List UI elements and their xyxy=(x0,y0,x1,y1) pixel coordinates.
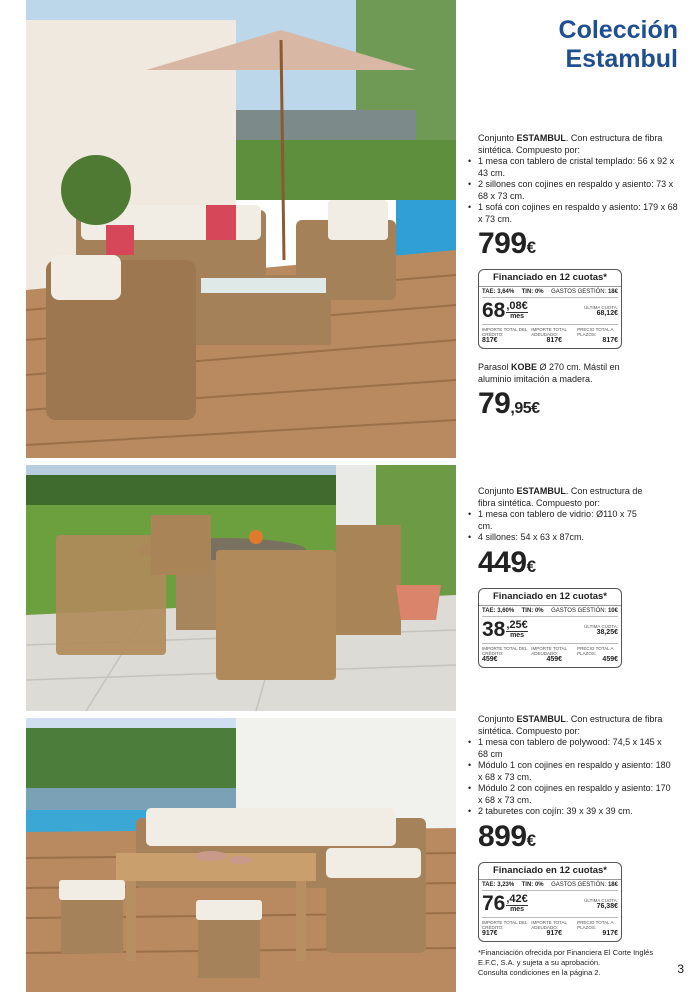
financing-monthly xyxy=(482,891,618,917)
price-decimal: ,95€ xyxy=(510,400,540,417)
list-item: • 4 sillones: 54 x 63 x 87cm. xyxy=(478,532,650,544)
last-installment-label: ÚLTIMA CUOTA: xyxy=(584,897,618,903)
last-installment-value: 68,12€ xyxy=(596,310,618,317)
total-credit-value: 917€ xyxy=(482,929,498,937)
total-credit-label: IMPORTE TOTAL DEL CRÉDITO: xyxy=(482,919,528,930)
title-line-2: Estambul xyxy=(565,45,678,73)
component-list xyxy=(478,737,674,818)
list-item: • Módulo 2 con cojines en respaldo y asiento: 170 x 68 x 73 cm. xyxy=(478,783,674,806)
financing-footnote xyxy=(478,948,658,978)
price-currency: € xyxy=(526,556,536,576)
total-price-value: 459€ xyxy=(602,655,618,663)
list-item: • 2 taburetes con cojín: 39 x 39 x 39 cm. xyxy=(478,806,674,818)
gastos-label: GASTOS GESTIÓN: xyxy=(551,881,607,888)
tae: TAE: 3,60% xyxy=(482,607,515,614)
monthly-decimal: ,08€ xyxy=(506,300,528,312)
financing-totals xyxy=(482,324,618,345)
financing-monthly xyxy=(482,617,618,643)
price-integer: 799 xyxy=(478,227,527,260)
gastos xyxy=(551,608,618,615)
desc-prefix: Conjunto xyxy=(478,714,517,724)
price xyxy=(478,546,650,584)
last-installment-value: 76,38€ xyxy=(596,902,618,910)
financing-rates xyxy=(482,287,618,298)
total-price-label: PRECIO TOTAL A PLAZOS: xyxy=(577,327,614,337)
last-installment-label: ÚLTIMA CUOTA: xyxy=(584,623,618,629)
financing-totals xyxy=(482,643,618,664)
desc-suffix: . Con estructura de fibra sintética. Compuesto por: xyxy=(478,133,663,155)
financing-totals xyxy=(482,917,618,938)
desc-prefix: Parasol xyxy=(478,362,512,372)
product-sofa-set xyxy=(478,133,678,349)
financing-rates xyxy=(482,606,618,617)
gastos xyxy=(551,289,618,296)
total-credit-value: 459€ xyxy=(482,655,498,663)
list-item: • Módulo 1 con cojines en respaldo y asiento: 180 x 68 x 73 cm. xyxy=(478,760,674,783)
desc-prefix: Conjunto xyxy=(478,486,517,496)
photo-dining-set xyxy=(26,465,456,711)
product-description xyxy=(478,362,638,385)
monthly-unit: mes xyxy=(506,905,527,914)
monthly-integer: 76 xyxy=(482,891,506,915)
last-installment-value: 38,25€ xyxy=(596,628,618,636)
tae: TAE: 3,64% xyxy=(482,289,515,295)
total-price-label: PRECIO TOTAL A PLAZOS: xyxy=(577,645,614,656)
total-owed-value: 917€ xyxy=(546,929,563,937)
gastos-value: 18€ xyxy=(607,289,618,295)
list-item: • 1 sofá con cojines en respaldo y asiento: 179 x 68 x 73 cm. xyxy=(478,202,678,225)
product-dining-set xyxy=(478,486,650,668)
total-owed-label: IMPORTE TOTAL ADEUDADO: xyxy=(531,919,567,930)
gastos-value: 18€ xyxy=(607,881,618,888)
price xyxy=(478,227,678,265)
last-installment xyxy=(584,305,618,317)
financing-rates xyxy=(482,880,618,891)
total-owed-label: IMPORTE TOTAL ADEUDADO: xyxy=(531,645,567,656)
total-owed-label: IMPORTE TOTAL ADEUDADO: xyxy=(531,327,567,337)
monthly-decimal: ,42€ xyxy=(506,892,528,905)
list-item: • 1 mesa con tablero de vidrio: Ø110 x 75 cm. xyxy=(478,509,650,532)
photo-lounge-set xyxy=(26,718,456,992)
total-price-value: 917€ xyxy=(602,929,618,937)
product-description xyxy=(478,133,678,225)
desc-suffix: . Con estructura de fibra sintética. Compuesto por: xyxy=(478,714,663,736)
photo-sofa-set xyxy=(26,0,456,458)
gastos-label: GASTOS GESTIÓN: xyxy=(551,607,607,614)
last-installment xyxy=(584,624,618,636)
total-credit-label: IMPORTE TOTAL DEL CRÉDITO: xyxy=(482,327,528,337)
page-number: 3 xyxy=(677,962,684,976)
product-name: ESTAMBUL xyxy=(516,133,566,143)
gastos-value: 10€ xyxy=(607,607,618,614)
product-description xyxy=(478,714,674,818)
total-price-label: PRECIO TOTAL A PLAZOS: xyxy=(577,919,614,930)
monthly-integer: 38 xyxy=(482,617,506,641)
financing-monthly xyxy=(482,298,618,324)
financing-box xyxy=(478,269,622,349)
total-credit-label: IMPORTE TOTAL DEL CRÉDITO: xyxy=(482,645,528,656)
title-line-1: Colección xyxy=(558,16,678,44)
total-credit-value: 817€ xyxy=(482,337,498,344)
last-installment xyxy=(584,898,618,910)
product-parasol xyxy=(478,362,638,426)
desc-prefix: Conjunto xyxy=(478,133,517,143)
financing-heading: Financiado en 12 cuotas* xyxy=(479,591,621,606)
monthly-integer: 68 xyxy=(482,299,506,322)
list-item: • 2 sillones con cojines en respaldo y asiento: 73 x 68 x 73 cm. xyxy=(478,179,678,202)
total-price-value: 817€ xyxy=(602,337,618,344)
price-currency: € xyxy=(526,238,536,257)
monthly-decimal: ,25€ xyxy=(506,618,528,631)
total-owed-value: 817€ xyxy=(546,337,563,344)
financing-heading: Financiado en 12 cuotas* xyxy=(479,272,621,287)
tin: TIN: 0% xyxy=(521,881,544,888)
list-item: • 1 mesa con tablero de cristal templado: 56 x 92 x 43 cm. xyxy=(478,156,678,179)
gastos-label: GASTOS GESTIÓN: xyxy=(551,289,607,295)
footnote-line-2: E.F.C, S.A. y sujeta a su aprobación. xyxy=(478,958,601,967)
price-integer: 899 xyxy=(478,819,527,853)
price-integer: 449 xyxy=(478,545,527,579)
monthly-unit: mes xyxy=(506,312,527,321)
tin: TIN: 0% xyxy=(521,607,544,614)
product-name: ESTAMBUL xyxy=(516,714,566,724)
product-name: KOBE xyxy=(511,362,538,372)
component-list xyxy=(478,509,650,544)
monthly-unit: mes xyxy=(506,631,527,640)
collection-title xyxy=(559,16,678,74)
product-lounge-set xyxy=(478,714,674,942)
price-currency: € xyxy=(526,830,536,850)
component-list xyxy=(478,156,678,225)
monthly-payment xyxy=(482,300,528,322)
price-integer: 79 xyxy=(478,387,511,420)
product-description xyxy=(478,486,650,544)
monthly-payment xyxy=(482,893,528,915)
tae: TAE: 3,23% xyxy=(482,881,515,888)
last-installment-label: ÚLTIMA CUOTA: xyxy=(584,305,618,310)
gastos xyxy=(551,882,618,889)
desc-suffix: Ø 270 cm. Mástil en aluminio imitación a madera. xyxy=(478,362,620,384)
tin: TIN: 0% xyxy=(521,289,544,295)
price xyxy=(478,820,674,858)
financing-box xyxy=(478,588,622,668)
financing-box xyxy=(478,862,622,942)
product-name: ESTAMBUL xyxy=(516,486,566,496)
total-owed-value: 459€ xyxy=(546,655,563,663)
monthly-payment xyxy=(482,619,528,641)
footnote-line-1: *Financiación ofrecida por Financiera El Corte Inglés xyxy=(478,948,654,957)
desc-suffix: . Con estructura de fibra sintética. Compuesto por: xyxy=(478,486,643,508)
financing-heading: Financiado en 12 cuotas* xyxy=(479,865,621,880)
footnote-line-3: Consulta condiciones en la página 2. xyxy=(478,968,601,977)
list-item: • 1 mesa con tablero de polywood: 74,5 x 145 x 68 cm xyxy=(478,737,674,760)
price xyxy=(478,387,638,426)
